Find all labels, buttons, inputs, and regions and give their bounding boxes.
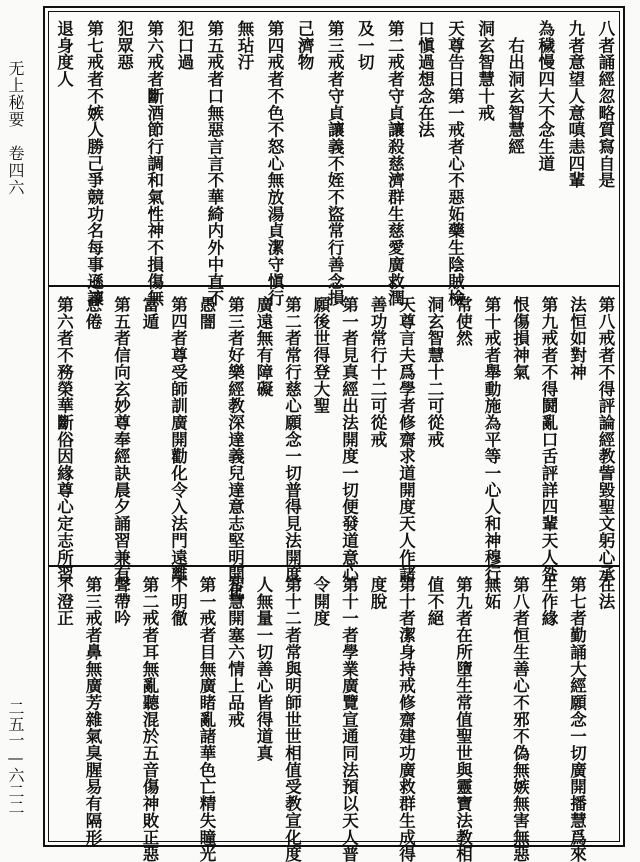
text-column: 天尊言夫爲學者修齋求道開度天人作諸 <box>396 296 416 583</box>
text-column: 第十戒者舉動施為平等一心人和神穆行 <box>482 296 501 583</box>
text-column: 第八者恒生善心不邪不偽無嫉無害無惡 <box>510 576 530 862</box>
text-column: 第十者潔身持戒修齋建功廣救群生成得 <box>396 576 416 862</box>
book-title: 无上秘要 卷四六 <box>6 60 25 196</box>
text-column: 第一者見真經出法開度一切便發道意心 <box>339 296 359 583</box>
text-column: 善功常行十二可從戒 <box>368 296 387 448</box>
text-column: 退身度人 <box>54 20 74 88</box>
text-column: 度脫 <box>368 576 387 610</box>
text-column: 法恒如對神 <box>567 296 587 381</box>
text-column: 值不絕 <box>425 576 444 627</box>
text-column: 及一切 <box>355 20 375 71</box>
text-column: 第一戒者目無廣睹亂諸華色亡精失瞳光 <box>197 576 216 862</box>
text-column: 愚闇 <box>197 296 216 330</box>
text-column: 人無量一切善心皆得道真 <box>254 576 273 762</box>
text-column: 九者意望人意嗔恚四輩 <box>565 20 585 189</box>
page-number: 二五一—六二二 <box>6 700 25 815</box>
text-column: 第十一者學業廣覽宣通同法預以天人普 <box>339 576 359 862</box>
text-column: 第四戒者不色不怒心無放湯貞潔守愼行 <box>265 20 285 307</box>
band-divider <box>49 565 619 567</box>
text-column: 富遁 <box>140 296 159 330</box>
text-column: 願後世得登大聖 <box>311 296 330 414</box>
text-column: 己濟物 <box>295 20 315 71</box>
text-column: 怠倦 <box>83 296 102 330</box>
text-column: 第三戒者鼻無廣芳雜氣臭腥易有隔形 <box>83 576 102 846</box>
text-column: 第二者常行慈心願念一切普得見法開度 <box>282 296 302 583</box>
text-column: 第二戒者守貞讓殺慈濟群生慈愛廣救潤 <box>385 20 405 307</box>
text-column: 第五者信向玄妙尊奉經訣晨夕誦習兼有 <box>111 296 131 583</box>
text-column: 犯眾惡 <box>114 20 134 71</box>
text-column: 口愼過想念在法 <box>415 20 435 138</box>
text-column: 第三者好樂經教深達義兒達意志堅明開化 <box>225 296 245 600</box>
text-column: 第六者不務榮華斷俗因緣尊心定志所習 <box>54 296 74 583</box>
text-column: 第五戒者口無惡言言不華綺内外中直不 <box>204 20 224 307</box>
text-column: 第九戒者不得鬪亂口舌評詳四輩天人咎 <box>539 296 558 583</box>
text-column: 第十二者常與明師世世相值受教宣化度 <box>282 576 302 862</box>
text-band-bottom <box>49 568 619 862</box>
text-column: 生作緣 <box>539 576 558 627</box>
text-column: 第八戒者不得評論經教訾毀聖文躬心承 <box>596 296 615 583</box>
text-column: 恨傷損神氣 <box>510 296 530 381</box>
text-column: 第二戒者耳無亂聽混於五音傷神敗正惡 <box>140 576 159 862</box>
text-column: 不明徹 <box>168 576 188 627</box>
text-band-top <box>49 12 619 307</box>
text-column: 洞玄智慧十戒 <box>475 20 495 122</box>
text-column: 為穢慢四大不念生道 <box>535 20 555 172</box>
page-frame <box>43 6 625 862</box>
text-column: 廣遠無有障礙 <box>254 296 273 398</box>
band-divider <box>49 285 619 287</box>
text-column: 智慧開塞六情上品戒 <box>225 576 245 728</box>
text-column: 令開度 <box>311 576 330 627</box>
text-column: 第三戒者守貞讓義不姪不盜常行善念損 <box>325 20 345 307</box>
text-column: 聲帶吟 <box>111 576 131 627</box>
text-column: 無妬 <box>482 576 501 610</box>
text-column: 洞玄智慧十二可從戒 <box>425 296 444 448</box>
text-column: 第七戒者不嫉人勝己爭競功名每事遜讓 <box>84 20 104 307</box>
text-column: 天尊告日第一戒者心不惡妬藥生陰賊檢 <box>445 20 465 307</box>
column-group <box>54 18 615 307</box>
text-column: 第六戒者斷酒節行調和氣性神不損傷無 <box>144 20 164 307</box>
column-group <box>54 574 615 862</box>
text-column: 在法 <box>596 576 615 610</box>
text-column: 犯口過 <box>174 20 194 71</box>
text-column: 第四者尊受師訓廣開勸化令入法門遠離 <box>168 296 188 583</box>
text-column: 右出洞玄智慧經 <box>505 20 525 155</box>
text-column: 常使然 <box>453 296 473 347</box>
text-column: 第七者勤誦大經願念一切廣開播慧爲來 <box>567 576 587 862</box>
text-column: 八者誦經忽略質寫自是 <box>595 20 615 189</box>
text-column: 不澄正 <box>54 576 74 627</box>
text-column: 第九者在所墮生常值聖世與靈寶法教相 <box>453 576 473 862</box>
text-column: 無玷汙 <box>234 20 254 71</box>
